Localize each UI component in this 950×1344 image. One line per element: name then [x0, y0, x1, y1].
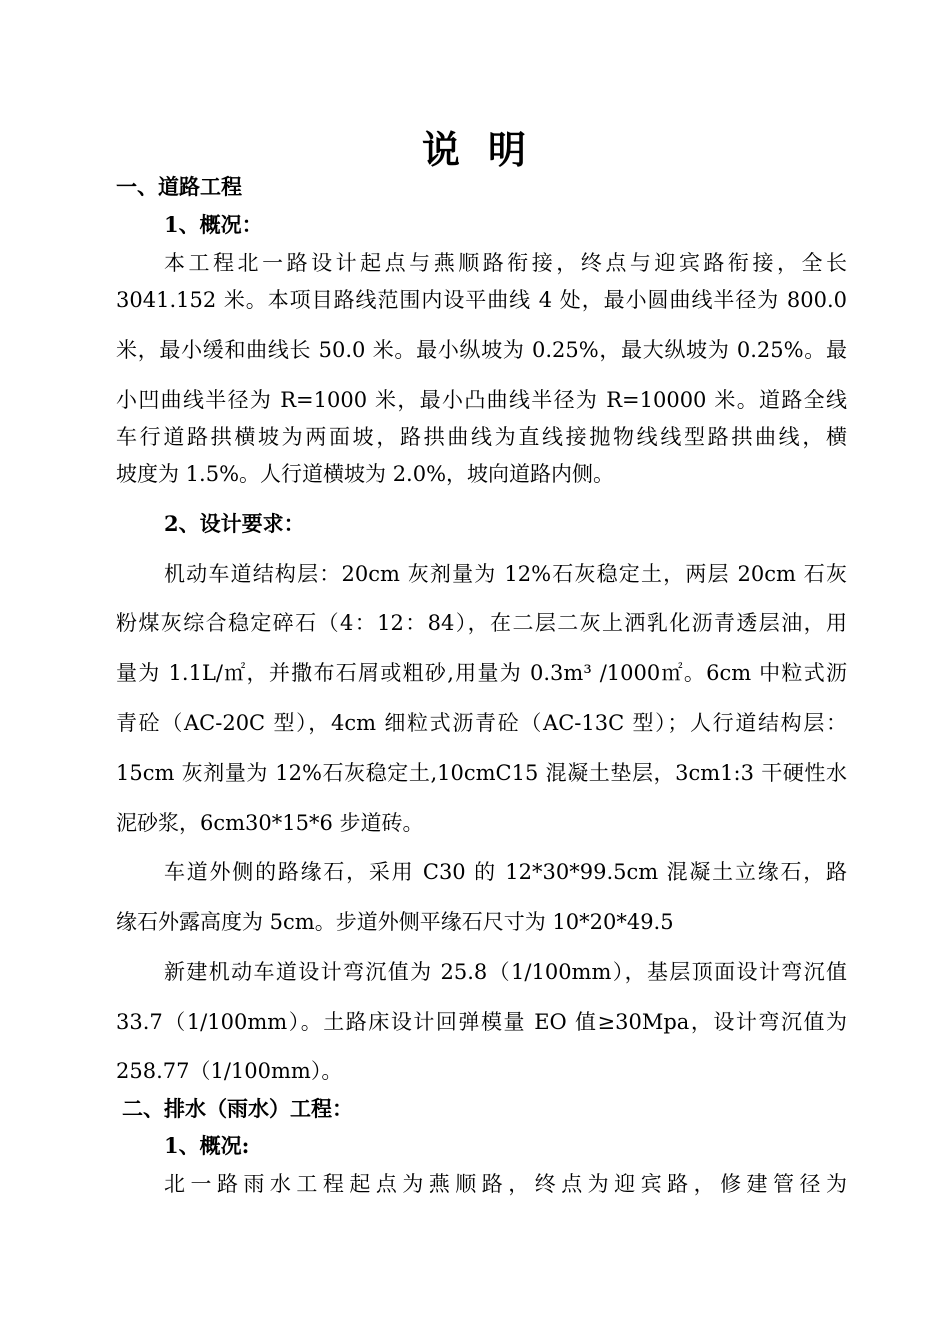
paragraph-line: 车行道路拱横坡为两面坡，路拱曲线为直线接抛物线线型路拱曲线，横	[116, 425, 847, 449]
paragraph-line: 33.7（1/100mm）。土路床设计回弹模量 EO 值≥30Mpa，设计弯沉值为	[116, 1010, 847, 1034]
title-char-1: 说	[421, 127, 462, 172]
paragraph-line: 坡度为 1.5%。人行道横坡为 2.0%，坡向道路内侧。	[116, 462, 615, 486]
section-heading-road: 一、道路工程	[116, 174, 242, 199]
paragraph-line: 258.77（1/100mm）。	[116, 1059, 343, 1083]
paragraph-line: 3041.152 米。本项目路线范围内设平曲线 4 处，最小圆曲线半径为 800.0	[116, 288, 847, 312]
paragraph-line: 机动车道结构层：20cm 灰剂量为 12%石灰稳定土，两层 20cm 石灰	[164, 562, 847, 586]
page-title	[0, 122, 950, 178]
paragraph-line: 量为 1.1L/㎡，并撒布石屑或粗砂,用量为 0.3m³ /1000㎡。6cm 中粒式沥	[116, 661, 847, 685]
paragraph-line: 北一路雨水工程起点为燕顺路，终点为迎宾路，修建管径为	[164, 1172, 847, 1196]
paragraph-line: 车道外侧的路缘石，采用 C30 的 12*30*99.5cm 混凝土立缘石，路	[164, 860, 847, 884]
paragraph-line: 本工程北一路设计起点与燕顺路衔接，终点与迎宾路衔接，全长	[164, 251, 847, 275]
paragraph-line: 15cm 灰剂量为 12%石灰稳定土,10cmC15 混凝土垫层，3cm1:3 干硬性水	[116, 761, 847, 785]
subheading-overview: 1、概况：	[164, 212, 263, 237]
paragraph-line: 青砼（AC-20C 型），4cm 细粒式沥青砼（AC-13C 型）；人行道结构层：	[116, 711, 847, 735]
title-char-2: 明	[488, 127, 529, 172]
subheading-overview-drainage: 1、概况:	[164, 1133, 250, 1158]
paragraph-line: 粉煤灰综合稳定碎石（4：12：84），在二层二灰上洒乳化沥青透层油，用	[116, 611, 847, 635]
paragraph-line: 缘石外露高度为 5cm。步道外侧平缘石尺寸为 10*20*49.5	[116, 910, 674, 934]
paragraph-line: 新建机动车道设计弯沉值为 25.8（1/100mm），基层顶面设计弯沉值	[164, 960, 847, 984]
paragraph-line: 小凹曲线半径为 R=1000 米，最小凸曲线半径为 R=10000 米。道路全线	[116, 388, 847, 412]
subheading-design-requirements: 2、设计要求：	[164, 511, 305, 536]
paragraph-line: 米，最小缓和曲线长 50.0 米。最小纵坡为 0.25%，最大纵坡为 0.25%。最	[116, 338, 847, 362]
section-heading-drainage: 二、排水（雨水）工程：	[122, 1096, 353, 1121]
paragraph-line: 泥砂浆，6cm30*15*6 步道砖。	[116, 811, 424, 835]
